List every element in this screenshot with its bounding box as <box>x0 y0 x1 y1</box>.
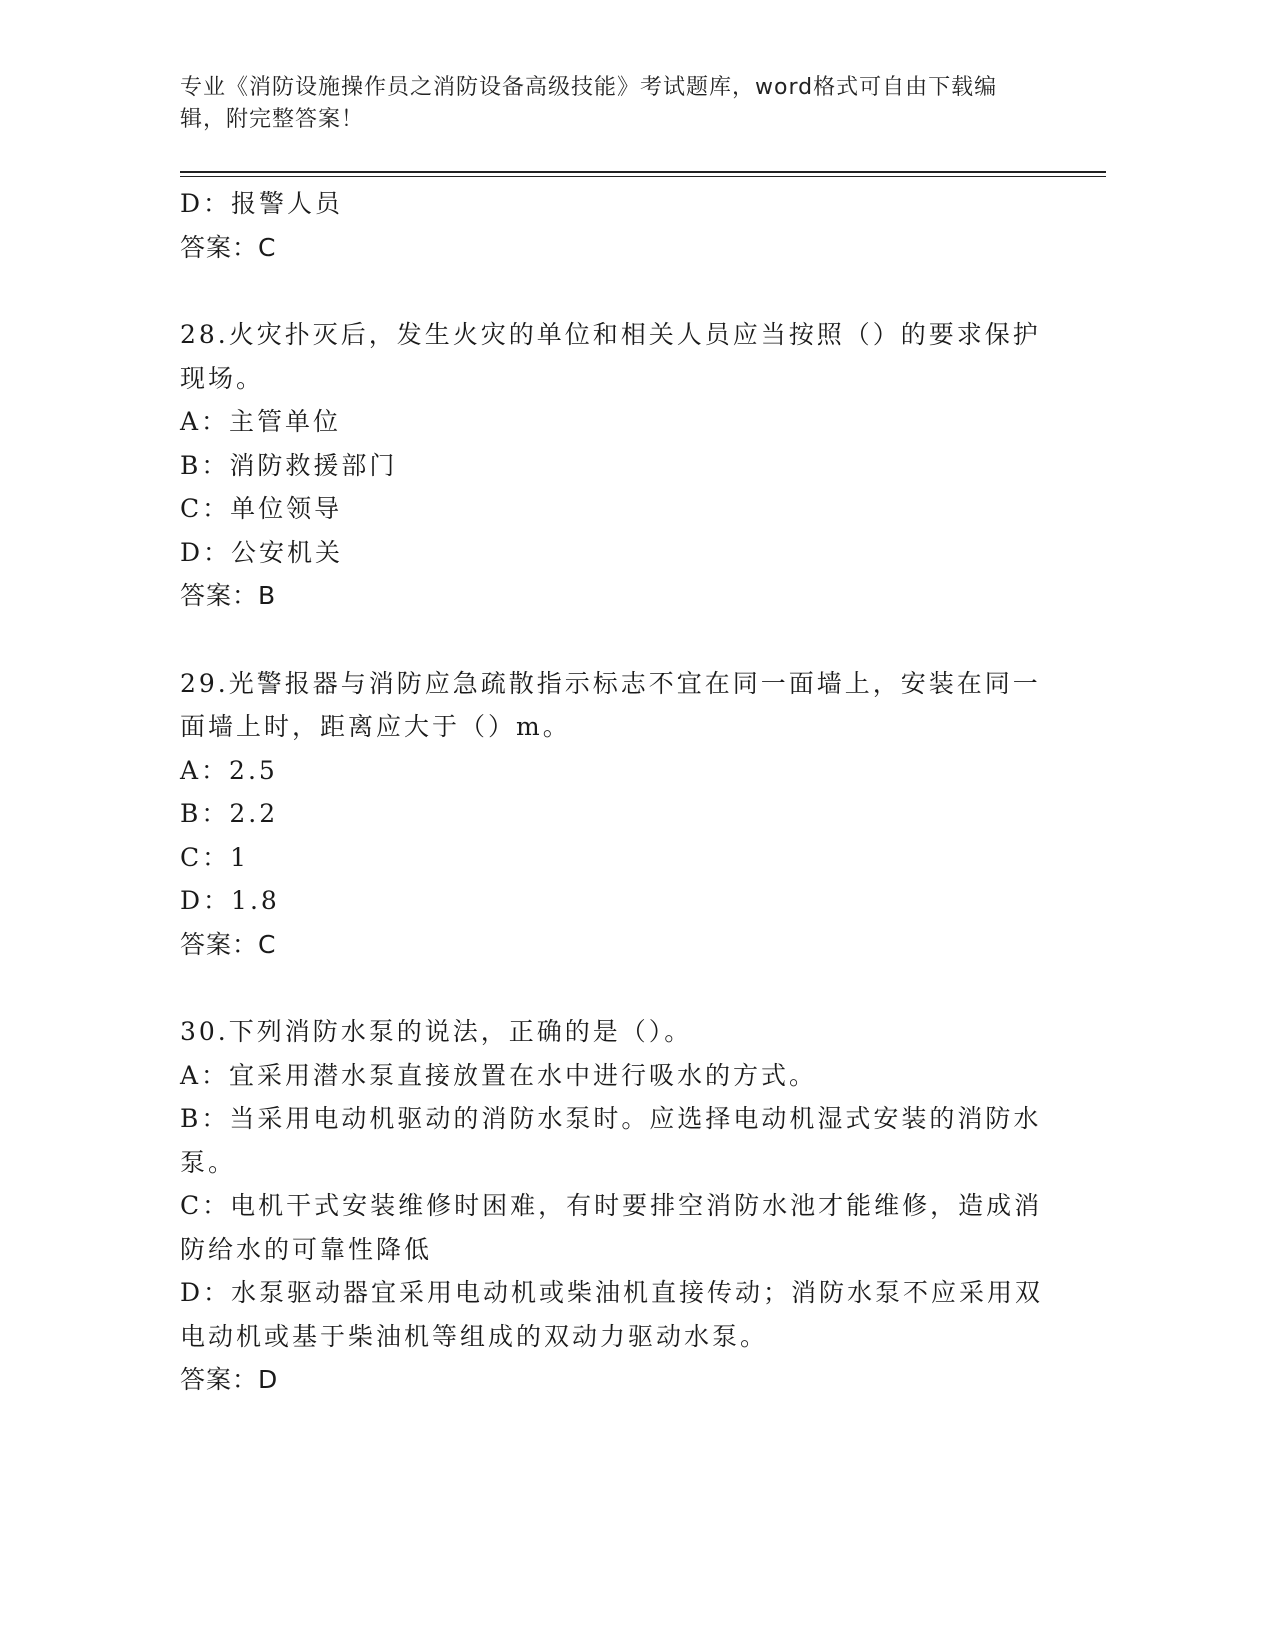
question-29 <box>180 662 1040 967</box>
option-a: A：主管单位 <box>180 407 342 436</box>
answer-line: 答案：D <box>180 1365 279 1394</box>
header-line-2: 辑，附完整答案！ <box>180 107 365 132</box>
spacer <box>180 618 1040 662</box>
question-stem-line: 30.下列消防水泵的说法，正确的是（）。 <box>180 1017 693 1046</box>
answer-line: 答案：B <box>180 581 277 610</box>
question-stem-line: 28.火灾扑灭后，发生火灾的单位和相关人员应当按照（）的要求保护 <box>180 320 1041 349</box>
option-d-continued: 电动机或基于柴油机等组成的双动力驱动水泵。 <box>180 1321 769 1351</box>
option-b: B：2.2 <box>180 799 279 828</box>
option-d: D：公安机关 <box>180 537 344 567</box>
option-c-continued: 防给水的可靠性降低 <box>180 1234 433 1264</box>
answer-line: 答案：C <box>180 929 277 959</box>
option-a: A：宜采用潜水泵直接放置在水中进行吸水的方式。 <box>180 1060 818 1090</box>
question-stem-line: 29.光警报器与消防应急疏散指示标志不宜在同一面墙上，安装在同一 <box>180 668 1041 698</box>
header-divider-thick <box>180 171 1106 173</box>
option-c: C：电机干式安装维修时困难，有时要排空消防水池才能维修，造成消 <box>180 1191 1043 1220</box>
header-line-1: 专业《消防设施操作员之消防设备高级技能》考试题库，word格式可自由下载编 <box>180 75 998 100</box>
option-c: C：1 <box>180 842 250 872</box>
option-c: C：单位领导 <box>180 494 343 523</box>
option-d: D：报警人员 <box>180 189 344 218</box>
question-28 <box>180 313 1040 618</box>
option-b: B：当采用电动机驱动的消防水泵时。应选择电动机湿式安装的消防水 <box>180 1104 1042 1133</box>
question-30 <box>180 1010 1044 1402</box>
spacer <box>180 966 1040 1010</box>
option-b-continued: 泵。 <box>180 1147 237 1177</box>
page-header <box>180 72 1040 136</box>
question-stem-line: 现场。 <box>180 363 265 393</box>
spacer <box>180 269 1040 313</box>
question-list <box>180 182 1044 1402</box>
option-b: B：消防救援部门 <box>180 450 398 480</box>
header-divider-thin <box>180 176 1106 177</box>
answer-line: 答案：C <box>180 232 277 262</box>
option-d: D：1.8 <box>180 886 280 915</box>
option-d: D：水泵驱动器宜采用电动机或柴油机直接传动；消防水泵不应采用双 <box>180 1278 1044 1307</box>
option-a: A：2.5 <box>180 755 278 785</box>
question-stem-line: 面墙上时，距离应大于（）m。 <box>180 712 571 741</box>
